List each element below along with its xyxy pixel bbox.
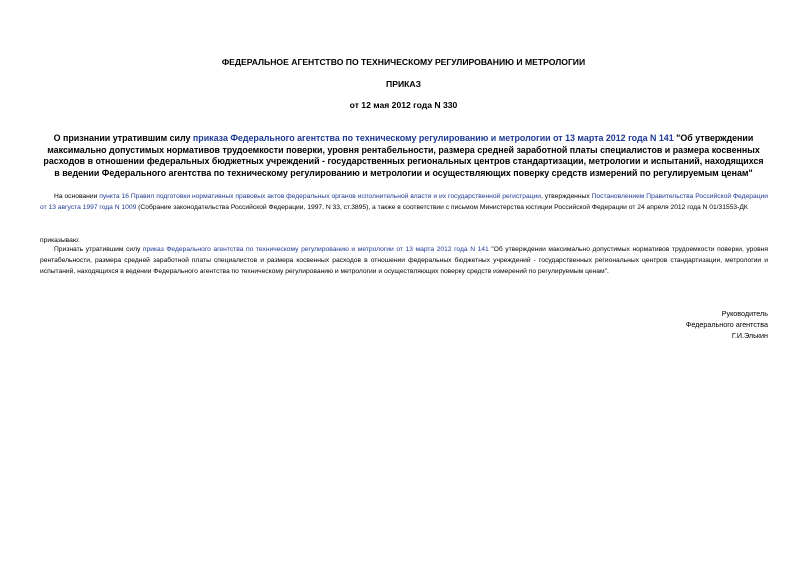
basis-link-resolution-1009[interactable]: Постановлением Правительства Российской Федерации от 13 августа 1997 года N 1009 xyxy=(40,193,768,211)
basis-text-3: (Собрание законодательства Российской Федерации, 1997, N 33, ст.3895), а также в соответствии с письмом Министерства юстиции Российской Федерации от 24 апреля 2012 года N 01/31553-ДК xyxy=(136,203,748,211)
basis-link-rules-p16[interactable]: пункта 16 Правил подготовки нормативных правовых актов федеральных органов исполнительной власти и их государственной регистрации xyxy=(99,193,541,200)
document-type: ПРИКАЗ xyxy=(386,79,421,89)
title-prefix: О признании утратившим силу xyxy=(53,133,193,143)
basis-text-1: На основании xyxy=(54,193,100,200)
document-date: от 12 мая 2012 года N 330 xyxy=(349,100,458,110)
signature-organization: Федерального агентства xyxy=(685,320,768,330)
basis-paragraph xyxy=(40,192,768,214)
signature-block xyxy=(568,308,768,342)
signature-position: Руководитель xyxy=(721,309,768,318)
decision-paragraph xyxy=(40,245,768,277)
signature-name: Г.И.Элькин xyxy=(731,331,768,341)
decision-link-order-141[interactable]: приказ Федерального агентства по техническому регулированию и метрологии от 13 марта 2012 года N 141 xyxy=(142,246,489,253)
decision-text-1: Признать утратившим силу xyxy=(54,246,143,253)
agency-name: ФЕДЕРАЛЬНОЕ АГЕНТСТВО ПО ТЕХНИЧЕСКОМУ РЕГУЛИРОВАНИЮ И МЕТРОЛОГИИ xyxy=(221,57,586,67)
document-title xyxy=(40,133,767,179)
decision-text-2: "Об утверждении максимально допустимых нормативов трудоемкости поверки, уровня рентабельности, размера средней заработной платы специалистов и размера косвенных расходов в отношении федеральных бюджетных учреждений - государственных региональных центров стандартизации, метрологии и испытаний, находящихся в ведении Федерального агентства по техническому регулированию и метрологии и осуществляющих поверку средств измерений по регулируемым ценам". xyxy=(40,246,768,275)
order-word: приказываю: xyxy=(40,237,80,244)
title-link-order-141[interactable]: приказа Федерального агентства по техническому регулированию и метрологии от 13 марта 2012 года N 141 xyxy=(192,133,674,143)
basis-text-2: , утвержденных xyxy=(540,193,592,200)
title-suffix: "Об утверждении максимально допустимых нормативов трудоемкости поверки, уровня рентабельности, размера средней заработной платы специалистов и размера косвенных расходов в отношении федеральных бюджетных учреждений - государственных региональных центров стандартизации, метрологии и испытаний, находящихся в ведении Федерального агентства по техническому регулированию и метрологии и осуществляющих поверку средств измерений по регулируемым ценам" xyxy=(43,133,764,178)
